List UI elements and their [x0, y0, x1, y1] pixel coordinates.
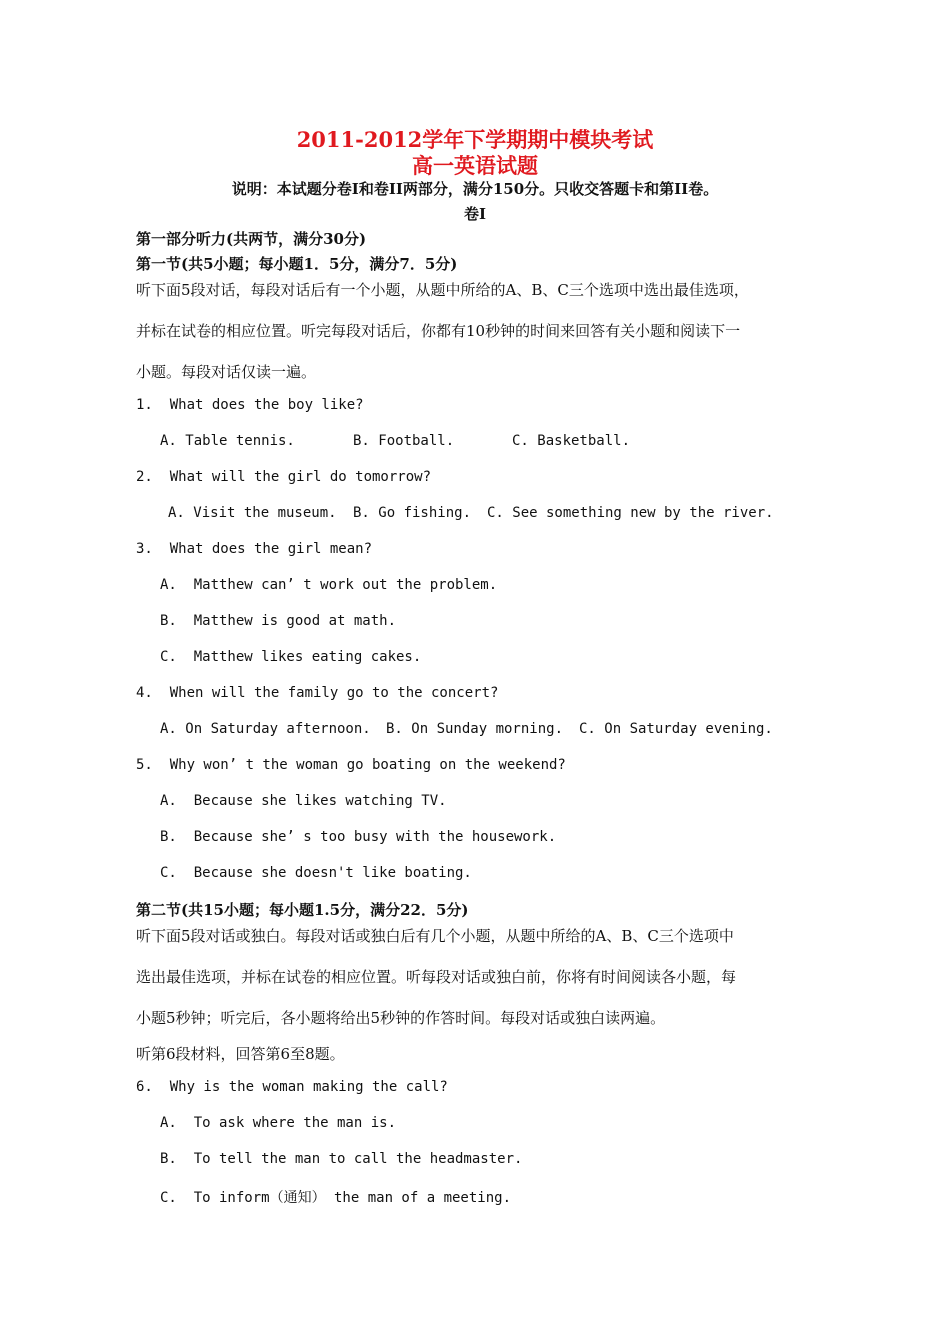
option-c: C. To inform（通知） the man of a meeting.: [160, 1190, 512, 1206]
volume-label: 卷I: [463, 205, 487, 223]
exam-title: 2011-2012学年下学期期中模块考试: [296, 127, 654, 152]
part-heading: 第一部分听力(共两节，满分30分): [136, 230, 367, 248]
option-b: B. Football.: [353, 433, 455, 449]
question-stem: 5. Why won’ t the woman go boating on the weekend?: [136, 757, 566, 773]
option-c: C. Basketball.: [512, 433, 631, 449]
option-a: A. Table tennis.: [160, 433, 295, 449]
option-b: B. Go fishing.: [353, 505, 472, 521]
question-stem: 2. What will the girl do tomorrow?: [136, 469, 432, 485]
option-a: A. Because she likes watching TV.: [160, 793, 447, 809]
instructions: 说明：本试题分卷I和卷II两部分，满分150分。只收交答题卡和第II卷。: [231, 180, 719, 198]
section-directions-line: 小题5秒钟；听完后，各小题将给出5秒钟的作答时间。每段对话或独白读两遍。: [136, 1009, 666, 1027]
option-b: B. To tell the man to call the headmaster.: [160, 1151, 523, 1167]
section-heading: 第一节(共5小题；每小题1．5分，满分7．5分): [136, 255, 458, 273]
option-c: C. Matthew likes eating cakes.: [160, 649, 422, 665]
section-directions-line: 小题。每段对话仅读一遍。: [136, 363, 317, 381]
option-c: C. See something new by the river.: [487, 505, 774, 521]
option-b: B. Because she’ s too busy with the housework.: [160, 829, 557, 845]
option-c: C. Because she doesn't like boating.: [160, 865, 472, 881]
question-stem: 3. What does the girl mean?: [136, 541, 373, 557]
section-heading: 第二节(共15小题；每小题1.5分，满分22．5分): [136, 901, 469, 919]
section-directions-line: 选出最佳选项，并标在试卷的相应位置。听每段对话或独白前，你将有时间阅读各小题，每: [136, 968, 737, 986]
question-stem: 1. What does the boy like?: [136, 397, 364, 413]
option-b: B. Matthew is good at math.: [160, 613, 397, 629]
question-stem: 6. Why is the woman making the call?: [136, 1079, 448, 1095]
section-directions-line: 听下面5段对话或独白。每段对话或独白后有几个小题，从题中所给的A、B、C三个选项中: [136, 927, 734, 945]
exam-subtitle: 高一英语试题: [412, 153, 538, 178]
option-b: B. On Sunday morning.: [386, 721, 564, 737]
option-a: A. To ask where the man is.: [160, 1115, 397, 1131]
option-a: A. Visit the museum.: [168, 505, 337, 521]
option-a: A. Matthew can’ t work out the problem.: [160, 577, 498, 593]
option-c: C. On Saturday evening.: [579, 721, 773, 737]
option-a: A. On Saturday afternoon.: [160, 721, 371, 737]
material-note: 听第6段材料，回答第6至8题。: [136, 1045, 345, 1063]
question-stem: 4. When will the family go to the concert?: [136, 685, 499, 701]
section-directions-line: 并标在试卷的相应位置。听完每段对话后，你都有10秒钟的时间来回答有关小题和阅读下一: [136, 322, 741, 340]
section-directions-line: 听下面5段对话，每段对话后有一个小题，从题中所给的A、B、C三个选项中选出最佳选项，: [136, 281, 749, 299]
